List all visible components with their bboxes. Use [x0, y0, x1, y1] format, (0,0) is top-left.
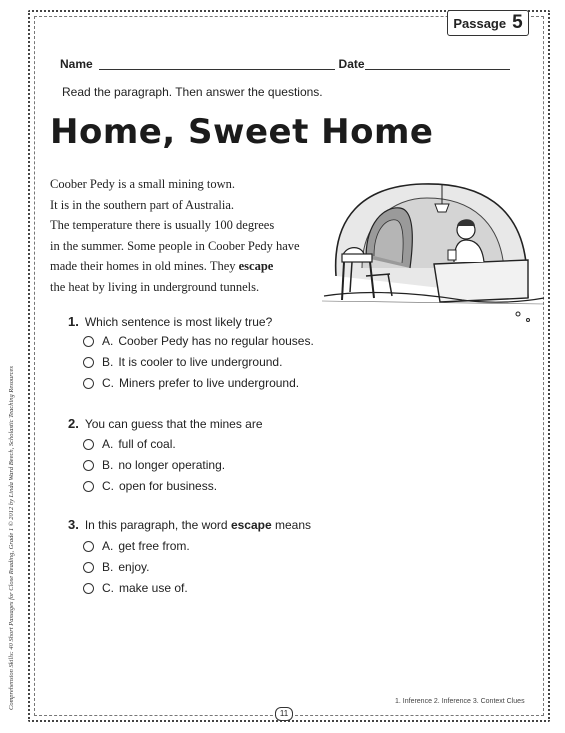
radio-button[interactable]: [83, 562, 94, 573]
paragraph-line: made their homes in old mines. They escape: [50, 259, 274, 273]
vocab-word: escape: [238, 259, 274, 273]
q1-option-b[interactable]: B. It is cooler to live underground.: [83, 355, 282, 369]
radio-button[interactable]: [83, 481, 94, 492]
paragraph-line: in the summer. Some people in Coober Pedy have: [50, 238, 300, 253]
page-number: 11: [275, 707, 293, 721]
q2-option-b[interactable]: B. no longer operating.: [83, 458, 225, 472]
copyright-credit: Comprehension Skills: 40 Short Passages for Close Reading, Grade 1 © 2012 by Linda Ward Beech, Scholastic Teaching Resources: [8, 366, 15, 710]
question-1: 1. Which sentence is most likely true?: [68, 314, 273, 329]
date-field[interactable]: [365, 57, 510, 70]
skills-footer: 1. Inference 2. Inference 3. Context Clues: [395, 698, 525, 705]
radio-button[interactable]: [83, 357, 94, 368]
underground-home-illustration: [322, 168, 546, 328]
page-title: Home, Sweet Home: [50, 112, 434, 152]
q3-option-a[interactable]: A. get free from.: [83, 539, 190, 553]
name-date-line: [60, 57, 510, 71]
q3-option-c[interactable]: C. make use of.: [83, 581, 188, 595]
radio-button[interactable]: [83, 378, 94, 389]
radio-button[interactable]: [83, 460, 94, 471]
paragraph-line: the heat by living in underground tunnels.: [50, 279, 260, 294]
paragraph-line: The temperature there is usually 100 degrees: [50, 218, 275, 232]
radio-button[interactable]: [83, 336, 94, 347]
instructions: Read the paragraph. Then answer the questions.: [62, 85, 323, 99]
name-label: Name: [60, 57, 93, 71]
q2-option-c[interactable]: C. open for business.: [83, 479, 217, 493]
q1-option-c[interactable]: C. Miners prefer to live underground.: [83, 376, 299, 390]
paragraph-line: It is in the southern part of Australia.: [50, 197, 234, 212]
radio-button[interactable]: [83, 541, 94, 552]
q2-option-a[interactable]: A. full of coal.: [83, 437, 176, 451]
name-field[interactable]: [99, 57, 335, 70]
vocab-word: escape: [230, 518, 272, 532]
radio-button[interactable]: [83, 439, 94, 450]
passage-label: Passage: [453, 15, 507, 31]
question-3: 3. In this paragraph, the word escape means: [68, 517, 311, 532]
paragraph-line: Coober Pedy is a small mining town.: [50, 177, 236, 191]
q1-option-a[interactable]: A. Coober Pedy has no regular houses.: [83, 334, 314, 348]
question-2: 2. You can guess that the mines are: [68, 416, 263, 431]
reading-paragraph: [50, 174, 325, 297]
date-label: Date: [338, 57, 365, 71]
passage-badge: [447, 10, 529, 36]
radio-button[interactable]: [83, 583, 94, 594]
q3-option-b[interactable]: B. enjoy.: [83, 560, 149, 574]
passage-number: 5: [512, 12, 523, 33]
